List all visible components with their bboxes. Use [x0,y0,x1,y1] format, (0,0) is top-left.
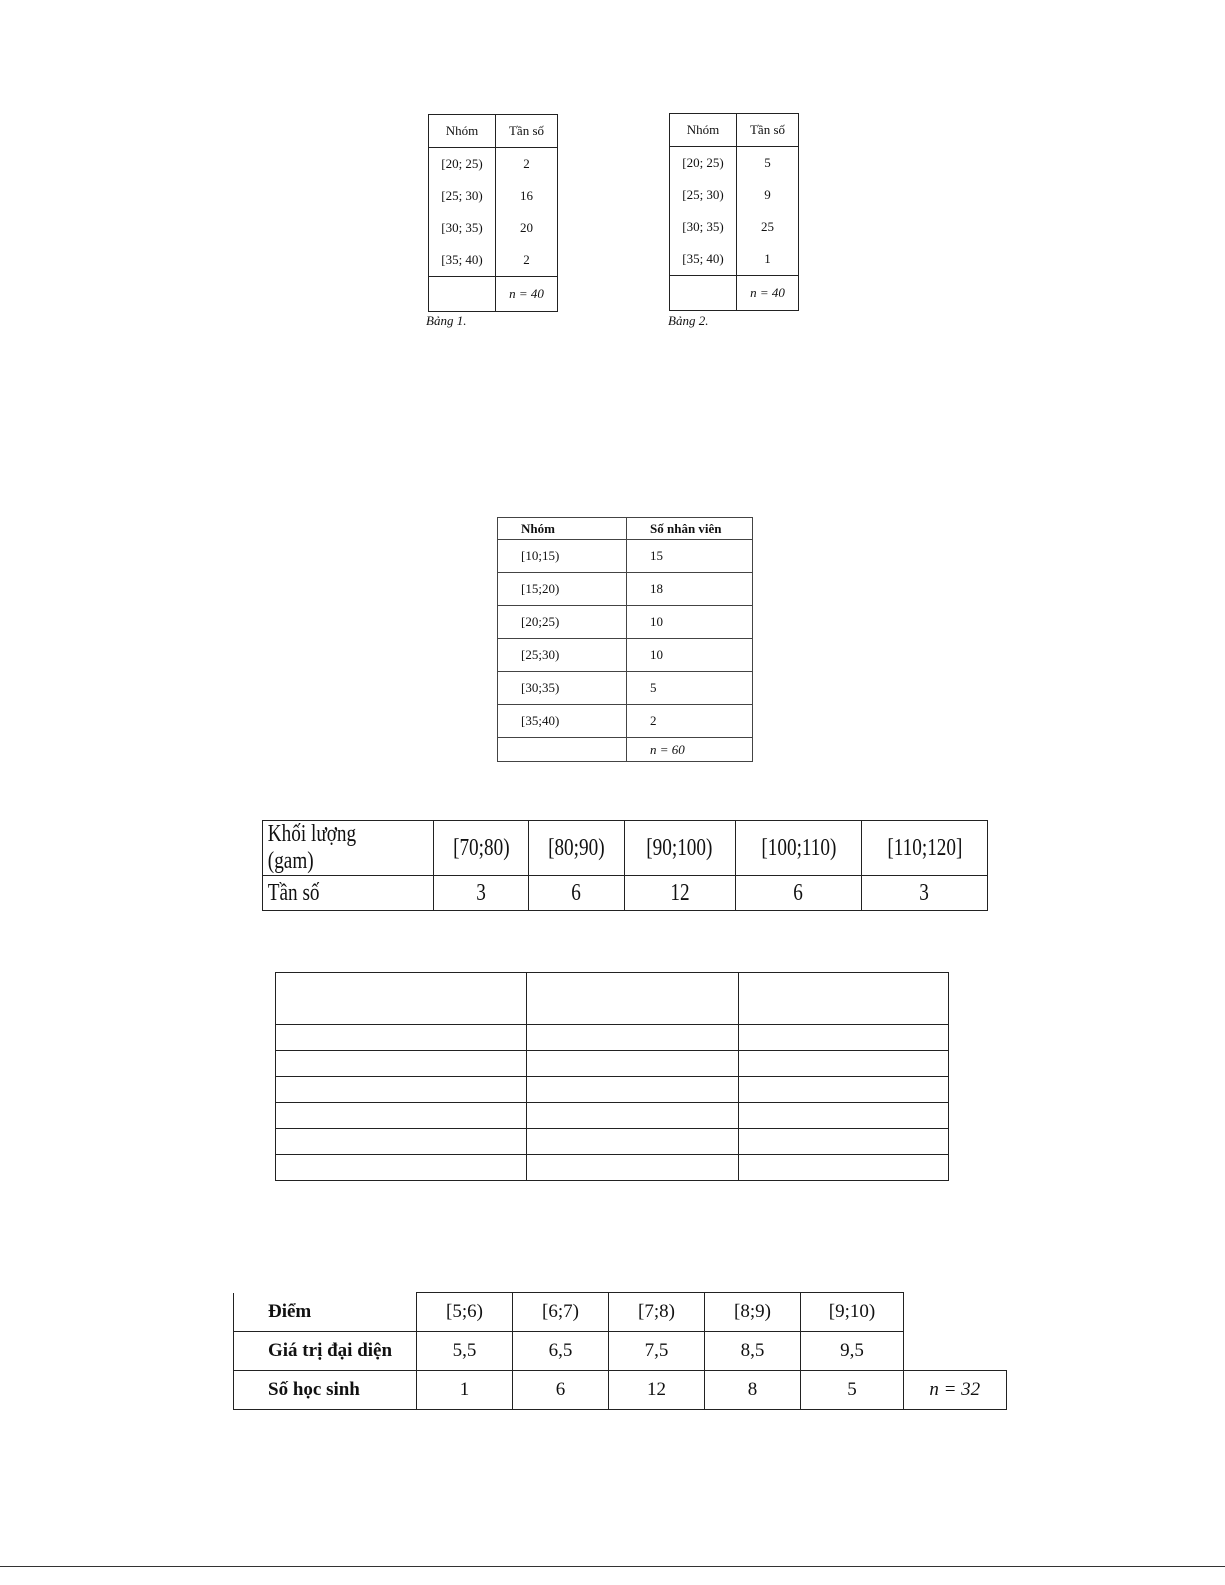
caption-table-2: Bảng 2. [668,313,709,328]
table-cell-empty [904,1332,1007,1371]
table-cell-empty [276,1025,527,1051]
table-cell: 2 [496,148,558,181]
table-cell-empty [527,1155,739,1181]
table-cell: 25 [737,211,799,243]
table-cell: [9;10) [801,1293,904,1332]
table-2 [669,113,799,311]
table-cell-empty [276,1155,527,1181]
table-cell-empty [739,1077,949,1103]
table-cell: [8;9) [705,1293,801,1332]
table-cell [861,876,987,911]
table-cell: 10 [627,606,753,639]
table-1 [428,114,558,312]
table-cell: 1 [417,1371,513,1410]
cell-text: [70;80) [452,834,510,861]
table-cell: 5 [737,147,799,180]
table-cell-empty [527,1077,739,1103]
caption-table-1: Bảng 1. [426,313,467,328]
table-cell [529,876,624,911]
cell-text: [100;110) [760,834,836,861]
table-cell: 18 [627,573,753,606]
table-cell-empty [276,1051,527,1077]
header-nhom: Nhóm [429,115,496,148]
table-cell-empty [276,1077,527,1103]
table-total: n = 40 [737,276,799,311]
cell-text: [80;90) [548,834,605,861]
table-cell: [7;8) [609,1293,705,1332]
table-cell: [25; 30) [429,180,496,212]
table-cell-empty [527,1129,739,1155]
header-so-nhan-vien: Số nhân viên [627,518,753,540]
row-label-so-hoc-sinh: Số học sinh [234,1371,417,1410]
row-label-khoi-luong [263,821,434,876]
cell-text: Khối lượng (gam) [267,821,357,874]
header-tan-so: Tần số [737,114,799,147]
table-3 [497,517,753,762]
table-cell-empty [276,1103,527,1129]
table-cell-empty [276,973,527,1025]
table-cell: 10 [627,639,753,672]
cell-text: [90;100) [646,834,713,861]
table-cell: [20; 25) [670,147,737,180]
table-cell [624,821,735,876]
row-label-tan-so [263,876,434,911]
table-cell-empty [739,1051,949,1077]
table-cell: 9,5 [801,1332,904,1371]
table-cell-empty [429,277,496,312]
table-cell: [30; 35) [429,212,496,244]
row-label-gia-tri-dai-dien: Giá trị đại diện [234,1332,417,1371]
table-cell [434,876,529,911]
table-cell-empty [527,1051,739,1077]
table-total: n = 32 [904,1371,1007,1410]
table-cell: 5 [627,672,753,705]
table-cell: [25;30) [498,639,627,672]
table-cell [624,876,735,911]
table-cell: 2 [496,244,558,277]
table-4 [262,820,988,911]
cell-text: 3 [919,879,930,906]
table-cell: 6,5 [513,1332,609,1371]
table-cell: 8 [705,1371,801,1410]
table-cell: [20; 25) [429,148,496,181]
table-cell: 8,5 [705,1332,801,1371]
table-cell: [25; 30) [670,179,737,211]
table-cell: 9 [737,179,799,211]
cell-text: [110;120] [886,834,962,861]
table-cell: [30; 35) [670,211,737,243]
table-cell: 5 [801,1371,904,1410]
table-cell: [35; 40) [670,243,737,276]
table-cell: 7,5 [609,1332,705,1371]
table-cell: [5;6) [417,1293,513,1332]
table-cell: 16 [496,180,558,212]
page-bottom-rule [0,1566,1225,1567]
table-cell: [10;15) [498,540,627,573]
header-nhom: Nhóm [498,518,627,540]
table-cell-empty [739,973,949,1025]
table-cell: 15 [627,540,753,573]
table-cell: 1 [737,243,799,276]
table-cell-empty [739,1025,949,1051]
table-cell: [35;40) [498,705,627,738]
table-cell-empty [904,1293,1007,1332]
row-label-diem: Điểm [234,1293,417,1332]
table-cell: 12 [609,1371,705,1410]
table-cell: [20;25) [498,606,627,639]
table-total: n = 60 [627,738,753,762]
cell-text: 6 [571,879,582,906]
table-cell [735,821,861,876]
cell-text: Tần số [267,879,320,906]
cell-text: 3 [476,879,486,906]
table-6 [233,1292,1007,1410]
table-total: n = 40 [496,277,558,312]
table-cell: [35; 40) [429,244,496,277]
header-nhom: Nhóm [670,114,737,147]
cell-text: 12 [670,879,690,906]
cell-text: 6 [793,879,804,906]
table-5-empty [275,972,949,1181]
table-cell-empty [276,1129,527,1155]
table-cell-empty [498,738,627,762]
table-cell-empty [527,973,739,1025]
table-cell-empty [527,1103,739,1129]
table-cell: 2 [627,705,753,738]
table-cell: 20 [496,212,558,244]
table-cell-empty [527,1025,739,1051]
table-cell: [6;7) [513,1293,609,1332]
table-cell: 5,5 [417,1332,513,1371]
header-tan-so: Tần số [496,115,558,148]
table-cell [861,821,987,876]
table-cell: [30;35) [498,672,627,705]
table-cell [529,821,624,876]
table-cell-empty [670,276,737,311]
table-cell [434,821,529,876]
table-cell-empty [739,1103,949,1129]
table-cell [735,876,861,911]
table-cell-empty [739,1129,949,1155]
table-cell: [15;20) [498,573,627,606]
table-cell: 6 [513,1371,609,1410]
table-cell-empty [739,1155,949,1181]
